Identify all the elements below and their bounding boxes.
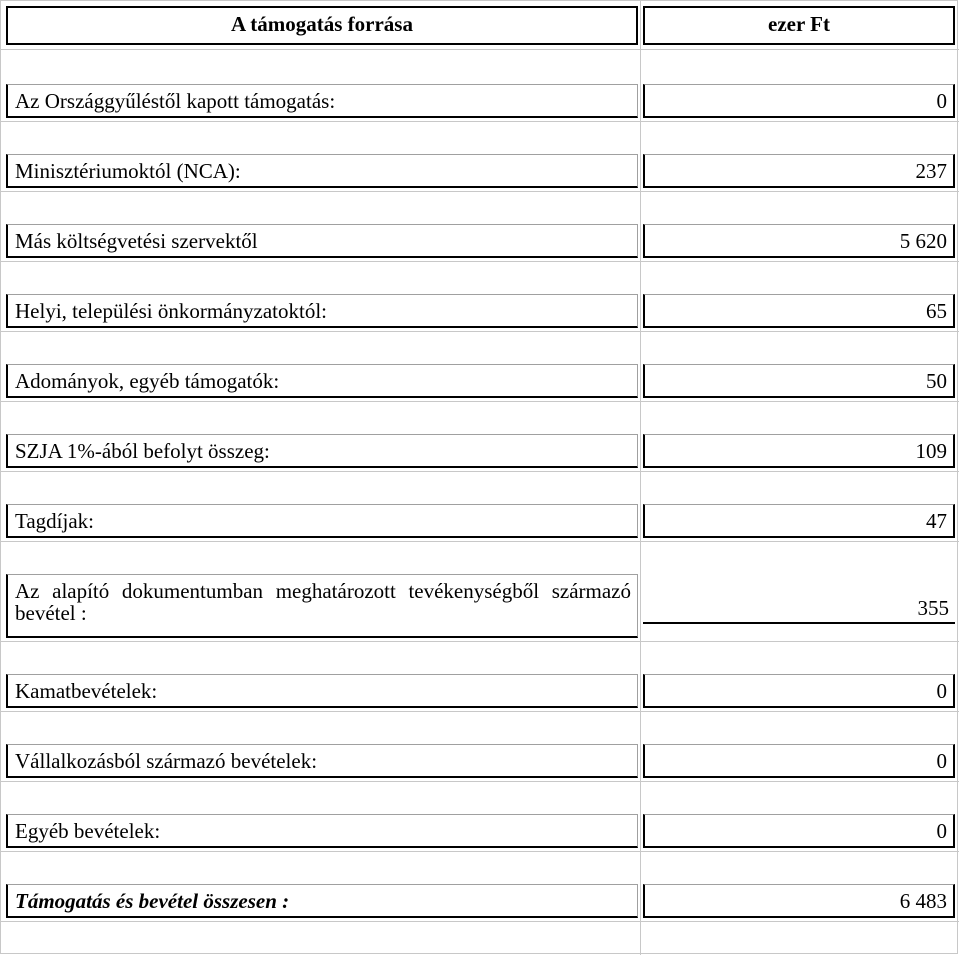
row-separator [1, 191, 959, 192]
header-source-cell [6, 6, 638, 45]
row-label-cell [6, 84, 638, 118]
row-label-cell [6, 154, 638, 188]
row-label: Kamatbevételek: [15, 679, 158, 703]
header-unit-label: ezer Ft [768, 12, 830, 36]
row-label: SZJA 1%-ából befolyt összeg: [15, 439, 270, 463]
row-value-cell [643, 814, 955, 848]
row-separator [1, 121, 959, 122]
row-separator [1, 541, 959, 542]
total-value-cell [643, 884, 955, 918]
row-label-cell [6, 504, 638, 538]
row-value-cell [643, 154, 955, 188]
row-value: 0 [936, 819, 947, 843]
row-label-cell [6, 434, 638, 468]
row-value-cell [643, 224, 955, 258]
row-label-cell [6, 224, 638, 258]
header-unit-cell [643, 6, 955, 45]
row-value-cell [643, 294, 955, 328]
row-value-cell [643, 364, 955, 398]
row-value-cell [643, 744, 955, 778]
row-separator [1, 641, 959, 642]
row-value: 109 [915, 439, 947, 463]
row-value: 0 [936, 749, 947, 773]
row-label: Minisztériumoktól (NCA): [15, 159, 241, 183]
total-label: Támogatás és bevétel összesen : [15, 889, 290, 913]
row-value-cell [643, 434, 955, 468]
row-value: 47 [926, 509, 947, 533]
row-label-cell [6, 674, 638, 708]
row-separator [1, 471, 959, 472]
row-value: 50 [926, 369, 947, 393]
row-value-cell [643, 504, 955, 538]
row-value: 355 [917, 596, 949, 620]
row-value-cell [643, 594, 955, 624]
row-label: Más költségvetési szervektől [15, 229, 258, 253]
row-separator [1, 921, 959, 922]
row-label: Adományok, egyéb támogatók: [15, 369, 280, 393]
row-separator [1, 401, 959, 402]
row-label: Tagdíjak: [15, 509, 95, 533]
row-value-cell [643, 84, 955, 118]
row-label: Vállalkozásból származó bevételek: [15, 749, 318, 773]
row-value: 65 [926, 299, 947, 323]
row-separator [1, 851, 959, 852]
row-separator [1, 711, 959, 712]
row-label-cell [6, 744, 638, 778]
row-value: 0 [936, 89, 947, 113]
row-label: Helyi, települési önkormányzatoktól: [15, 299, 328, 323]
row-separator [1, 781, 959, 782]
row-value: 5 620 [899, 229, 947, 253]
header-source-label: A támogatás forrása [231, 12, 413, 36]
row-separator [1, 49, 959, 50]
row-label-cell [6, 574, 638, 638]
row-value: 237 [915, 159, 947, 183]
column-separator [640, 1, 641, 955]
total-value: 6 483 [899, 889, 947, 913]
row-value-cell [643, 674, 955, 708]
row-label: Az Országgyűléstől kapott támogatás: [15, 89, 336, 113]
row-label: Az alapító dokumentumban meghatározott tevékenységből származó bevétel : [15, 579, 631, 625]
total-label-cell [6, 884, 638, 918]
row-separator [1, 331, 959, 332]
row-label: Egyéb bevételek: [15, 819, 161, 843]
row-separator [1, 261, 959, 262]
row-value: 0 [936, 679, 947, 703]
row-label-cell [6, 294, 638, 328]
row-label-cell [6, 364, 638, 398]
row-label-cell [6, 814, 638, 848]
